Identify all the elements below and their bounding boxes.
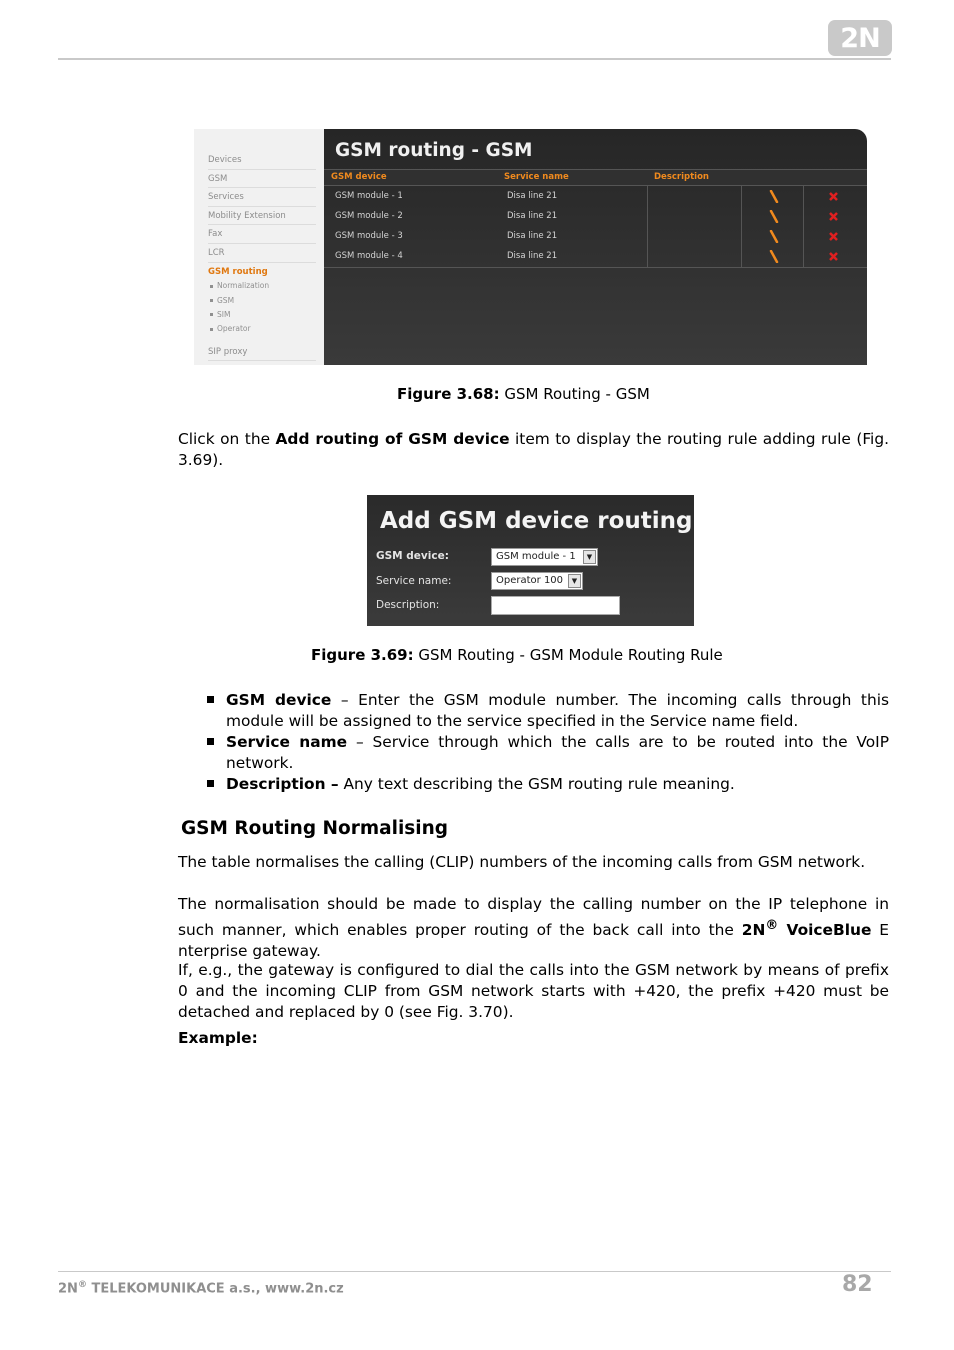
bullet-icon [210, 299, 213, 302]
list-item [226, 774, 889, 795]
select-value: GSM module - 1 [496, 551, 576, 562]
gsm-routing-panel [324, 129, 867, 365]
column-header-gsm-device: GSM device [331, 172, 387, 182]
term: Service name [226, 733, 348, 751]
cell-gsm-device: GSM module - 1 [335, 191, 403, 201]
form-title: Add GSM device routing [380, 508, 693, 534]
bullet-icon [207, 696, 214, 703]
sidebar-item-lcr[interactable]: LCR [208, 244, 316, 263]
caption-label: Figure 3.68: [397, 385, 500, 403]
delete-icon[interactable] [828, 251, 839, 262]
definition: – Enter the GSM module number. The incoming calls through this module will be assigned to the service specified in the Service name field. [226, 691, 889, 730]
text: E nterprise gateway. [178, 921, 889, 961]
paragraph-add-routing [178, 429, 889, 471]
bullet-icon [207, 738, 214, 745]
page-number: 82 [842, 1272, 873, 1297]
sidebar-item-devices[interactable]: Devices [208, 151, 316, 170]
sidebar-item-gsm-routing[interactable]: GSM routing [208, 266, 268, 277]
registered-mark: ® [77, 1280, 87, 1290]
product-name: VoiceBlue [778, 921, 872, 940]
select-value: Operator 100 [496, 575, 564, 586]
paragraph-normalising-2 [178, 894, 889, 962]
table-row [324, 247, 867, 267]
sidebar-subitem-label: GSM [217, 295, 235, 305]
column-header-description: Description [654, 172, 709, 182]
sidebar-subitem-label: Operator [217, 324, 251, 334]
panel-title: GSM routing - GSM [335, 140, 533, 161]
term: GSM device [226, 691, 332, 709]
table-row [324, 207, 867, 227]
brand: 2N [741, 921, 766, 940]
caption-text: GSM Routing - GSM [499, 385, 650, 403]
brand: 2N [58, 1281, 78, 1297]
sidebar-item-mobility-extension[interactable]: Mobility Extension [208, 207, 316, 226]
paragraph-normalising-1: The table normalises the calling (CLIP) numbers of the incoming calls from GSM network. [178, 853, 866, 871]
section-heading: GSM Routing Normalising [181, 818, 449, 839]
edit-icon[interactable] [768, 250, 780, 263]
sidebar-menu [194, 129, 324, 365]
text: The normalisation should be made to display the calling number on the IP telephone in such manner, which enables proper routing of the back call into the [178, 895, 889, 940]
service-name-select[interactable] [491, 572, 583, 590]
registered-mark: ® [765, 918, 779, 933]
table-bottom-border [324, 267, 867, 268]
bullet-icon [210, 328, 213, 331]
sidebar-subitem-label: Normalization [217, 281, 270, 291]
sidebar-item-sip-proxy[interactable]: SIP proxy [208, 343, 316, 362]
list-item [226, 732, 889, 774]
footer-company [58, 1280, 344, 1296]
edit-icon[interactable] [768, 190, 780, 203]
paragraph-normalising-3: If, e.g., the gateway is configured to dial the calls into the GSM network by means of prefix 0 and the incoming CLIP from GSM network starts with +420, the prefix +420 must be detached and replaced by 0 (see Fig. 3.70). [178, 961, 889, 1021]
service-name-label: Service name: [376, 575, 452, 587]
table-row [324, 227, 867, 247]
figure-caption-3-68 [397, 385, 650, 403]
text: item to display the routing rule adding rule (Fig. 3.69). [178, 430, 889, 469]
header-divider [58, 58, 891, 60]
bullet-icon [210, 285, 213, 288]
definition: Any text describing the GSM routing rule meaning. [338, 775, 735, 793]
delete-icon[interactable] [828, 191, 839, 202]
table-row [324, 187, 867, 207]
description-label: Description: [376, 599, 440, 611]
text: Click on the [178, 430, 276, 448]
term: Description – [226, 775, 339, 793]
column-divider [803, 186, 804, 267]
column-header-service-name: Service name [504, 172, 569, 182]
sidebar-subitem-normalization[interactable] [208, 281, 316, 295]
bullet-icon [207, 780, 214, 787]
caption-label: Figure 3.69: [311, 646, 414, 664]
cell-service-name: Disa line 21 [507, 251, 558, 261]
sidebar-item-services[interactable]: Services [208, 188, 316, 207]
chevron-down-icon: ▼ [583, 550, 596, 564]
figure-caption-3-69 [311, 646, 723, 664]
delete-icon[interactable] [828, 231, 839, 242]
sidebar-subitem-sim[interactable] [208, 310, 316, 324]
sidebar-subitem-label: SIM [217, 309, 231, 319]
delete-icon[interactable] [828, 211, 839, 222]
definition: – Service through which the calls are to be routed into the VoIP network. [226, 733, 889, 772]
2n-logo: 2N [828, 20, 892, 56]
cell-service-name: Disa line 21 [507, 211, 558, 221]
cell-gsm-device: GSM module - 2 [335, 211, 403, 221]
company-text: TELEKOMUNIKACE a.s., www.2n.cz [86, 1281, 344, 1297]
sidebar-item-gsm[interactable]: GSM [208, 170, 316, 189]
description-input[interactable] [491, 596, 620, 615]
caption-text: GSM Routing - GSM Module Routing Rule [413, 646, 723, 664]
edit-icon[interactable] [768, 230, 780, 243]
emphasis: Add routing of GSM device [275, 430, 510, 448]
cell-service-name: Disa line 21 [507, 231, 558, 241]
cell-gsm-device: GSM module - 3 [335, 231, 403, 241]
cell-gsm-device: GSM module - 4 [335, 251, 403, 261]
sidebar-subitem-operator[interactable] [208, 324, 316, 338]
bullet-icon [210, 313, 213, 316]
figure-gsm-routing-screenshot [194, 129, 867, 365]
figure-add-gsm-routing-screenshot [367, 495, 694, 626]
gsm-device-select[interactable] [491, 548, 598, 566]
column-divider [741, 186, 742, 267]
footer-divider [58, 1271, 891, 1272]
cell-service-name: Disa line 21 [507, 191, 558, 201]
chevron-down-icon: ▼ [568, 574, 581, 588]
sidebar-subitem-gsm[interactable] [208, 296, 316, 310]
edit-icon[interactable] [768, 210, 780, 223]
gsm-device-label: GSM device: [376, 550, 449, 562]
list-item [226, 690, 889, 732]
sidebar-item-fax[interactable]: Fax [208, 225, 316, 244]
column-divider [647, 186, 648, 267]
example-label: Example: [178, 1029, 258, 1047]
table-header [324, 169, 867, 186]
